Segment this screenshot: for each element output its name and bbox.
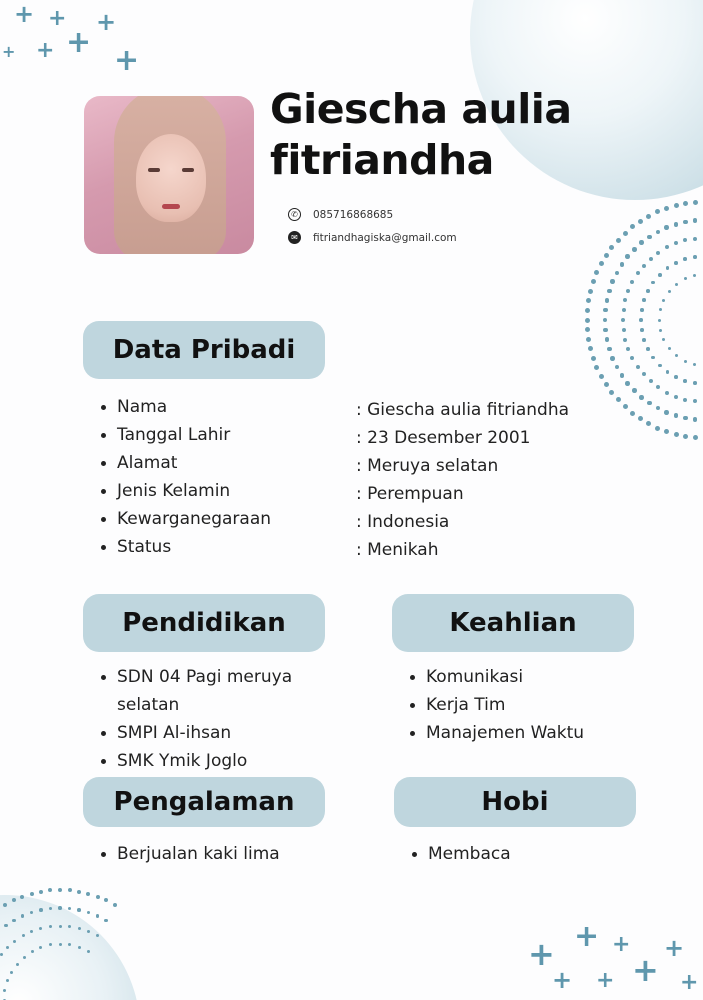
decor-dot xyxy=(58,906,62,910)
decor-dot xyxy=(659,329,662,332)
decor-dot xyxy=(656,385,660,389)
decor-dot xyxy=(636,365,640,369)
decor-dot xyxy=(655,209,660,214)
decor-dot xyxy=(620,262,625,267)
contact-email xyxy=(288,231,457,244)
section-title-data-pribadi: Data Pribadi xyxy=(83,321,325,379)
decor-dot xyxy=(96,895,100,899)
decor-dot xyxy=(640,328,644,332)
decor-dot xyxy=(664,429,669,434)
decor-dot xyxy=(630,224,635,229)
plus-icon: + xyxy=(680,970,699,995)
decor-dot xyxy=(603,308,608,313)
decor-dot xyxy=(78,946,81,949)
list-item: Berjualan kaki lima xyxy=(101,840,280,868)
decor-dot xyxy=(630,280,634,284)
decor-dot xyxy=(674,203,679,208)
field-value: : Meruya selatan xyxy=(356,456,499,476)
plus-icon: + xyxy=(574,919,600,954)
decor-dot xyxy=(674,432,679,437)
decor-dot xyxy=(656,251,660,255)
decor-dot xyxy=(68,888,72,892)
plus-icon: + xyxy=(48,6,67,31)
decor-dot xyxy=(591,279,596,284)
decor-dot xyxy=(646,289,650,293)
decor-dot xyxy=(58,888,62,892)
decor-dot xyxy=(693,218,698,223)
decor-dot xyxy=(668,290,671,293)
decor-dot xyxy=(656,230,661,235)
decor-dot xyxy=(623,404,628,409)
data-pribadi-labels xyxy=(101,393,271,561)
decor-dot xyxy=(77,908,81,912)
plus-icon: + xyxy=(528,935,555,973)
decor-dot xyxy=(585,318,590,323)
contact-phone xyxy=(288,208,393,221)
decor-dot xyxy=(674,222,679,227)
decor-dot xyxy=(23,956,26,959)
decor-dot xyxy=(21,914,25,918)
decor-dot xyxy=(638,416,643,421)
decor-dot xyxy=(664,410,669,415)
decor-dot xyxy=(642,298,646,302)
decor-dot xyxy=(605,337,610,342)
section-title-hobi: Hobi xyxy=(394,777,636,827)
decor-dot xyxy=(632,388,637,393)
field-label: Jenis Kelamin xyxy=(101,477,271,505)
decor-dot xyxy=(638,219,643,224)
decor-dot xyxy=(642,372,646,376)
decor-dot xyxy=(625,381,630,386)
decorative-circle-bottom xyxy=(0,895,140,1000)
plus-icon: + xyxy=(114,43,140,78)
list-item: SMK Ymik Joglo xyxy=(101,747,331,775)
decor-dot xyxy=(77,890,81,894)
field-label: Nama xyxy=(101,393,271,421)
decor-dot xyxy=(586,337,591,342)
decor-dot xyxy=(658,273,662,277)
decor-dot xyxy=(87,950,90,953)
plus-icon: + xyxy=(664,934,685,962)
decor-dot xyxy=(693,200,698,205)
decor-dot xyxy=(59,925,62,928)
profile-photo xyxy=(84,96,254,254)
decor-dot xyxy=(683,398,687,402)
decor-dot xyxy=(616,397,621,402)
decor-dot xyxy=(683,220,688,225)
decor-dot xyxy=(662,338,665,341)
decor-dot xyxy=(693,363,696,366)
decor-dot xyxy=(649,257,653,261)
decor-dot xyxy=(605,298,610,303)
decor-dot xyxy=(646,347,650,351)
name-line-1: Giescha aulia xyxy=(270,85,572,133)
decor-dot xyxy=(48,888,52,892)
decor-dot xyxy=(78,927,81,930)
field-value: : 23 Desember 2001 xyxy=(356,428,531,448)
decor-dot xyxy=(59,943,62,946)
decor-dot xyxy=(12,919,16,923)
list-item: Membaca xyxy=(412,840,511,868)
plus-icon: + xyxy=(612,932,631,957)
decor-dot xyxy=(659,308,662,311)
decor-dot xyxy=(693,274,696,277)
decor-dot xyxy=(693,417,698,422)
decor-dot xyxy=(683,416,688,421)
decor-dot xyxy=(684,360,687,363)
field-label: Kewarganegaraan xyxy=(101,505,271,533)
decor-dot xyxy=(647,401,652,406)
decor-dot xyxy=(599,374,604,379)
decor-dot xyxy=(586,298,591,303)
decor-dot xyxy=(620,373,625,378)
decor-dot xyxy=(655,426,660,431)
email-address: fitriandhagiska@gmail.com xyxy=(313,231,457,244)
decor-dot xyxy=(616,238,621,243)
decor-dot xyxy=(12,898,16,902)
decor-dot xyxy=(639,318,643,322)
decor-dot xyxy=(96,914,100,918)
field-label: Status xyxy=(101,533,271,561)
decor-dot xyxy=(664,225,669,230)
decor-dot xyxy=(651,356,655,360)
decor-dot xyxy=(642,264,646,268)
decor-dot xyxy=(675,354,678,357)
email-icon: ✉ xyxy=(288,231,301,244)
decor-dot xyxy=(651,281,655,285)
plus-icon: + xyxy=(552,966,573,994)
decor-dot xyxy=(113,903,117,907)
field-value: : Giescha aulia fitriandha xyxy=(356,400,570,420)
plus-icon: + xyxy=(96,8,117,36)
phone-number: 085716868685 xyxy=(313,208,394,221)
decor-dot xyxy=(658,319,661,322)
decor-dot xyxy=(87,911,91,915)
decor-dot xyxy=(607,347,612,352)
phone-icon: ✆ xyxy=(288,208,301,221)
name-line-2: fitriandha xyxy=(270,136,494,185)
decor-dot xyxy=(591,356,596,361)
decor-dot xyxy=(104,919,108,923)
field-value: : Perempuan xyxy=(356,484,464,504)
decor-dot xyxy=(636,271,640,275)
decor-dot xyxy=(30,892,34,896)
decor-dot xyxy=(626,347,630,351)
decor-dot xyxy=(16,963,19,966)
decor-dot xyxy=(640,308,644,312)
decor-dot xyxy=(603,318,608,323)
decor-dot xyxy=(665,245,669,249)
decor-dot xyxy=(609,245,614,250)
decor-dot xyxy=(656,406,661,411)
decor-dot xyxy=(693,237,697,241)
decor-dot xyxy=(10,971,13,974)
decor-dot xyxy=(683,201,688,206)
decor-dot xyxy=(31,950,34,953)
decor-dot xyxy=(674,395,678,399)
decor-dot xyxy=(3,903,7,907)
decor-dot xyxy=(588,346,593,351)
decor-dot xyxy=(684,277,687,280)
plus-icon: + xyxy=(66,25,92,60)
plus-icon: + xyxy=(596,968,615,993)
decor-dot xyxy=(610,279,615,284)
decor-dot xyxy=(623,298,627,302)
field-label: Tanggal Lahir xyxy=(101,421,271,449)
decor-dot xyxy=(615,271,620,276)
decor-dot xyxy=(665,391,669,395)
decor-dot xyxy=(666,370,670,374)
field-value: : Indonesia xyxy=(356,512,450,532)
data-pribadi-values xyxy=(356,396,569,564)
plus-icon: + xyxy=(36,38,55,63)
decor-dot xyxy=(625,254,630,259)
decor-dot xyxy=(621,318,625,322)
plus-icon: + xyxy=(2,42,16,61)
decor-dot xyxy=(646,421,651,426)
decor-dot xyxy=(610,356,615,361)
decor-dot xyxy=(623,338,627,342)
decor-dot xyxy=(49,925,52,928)
decor-dot xyxy=(585,308,590,313)
decor-dot xyxy=(588,289,593,294)
decor-dot xyxy=(39,908,43,912)
decor-dot xyxy=(662,299,665,302)
decor-dot xyxy=(647,235,652,240)
decor-dot xyxy=(39,890,43,894)
section-title-pengalaman: Pengalaman xyxy=(83,777,325,827)
decor-dot xyxy=(68,907,72,911)
decor-dot xyxy=(623,231,628,236)
decor-dot xyxy=(622,328,626,332)
decor-dot xyxy=(632,247,637,252)
field-value: : Menikah xyxy=(356,540,439,560)
decor-dot xyxy=(599,261,604,266)
decor-dot xyxy=(683,238,687,242)
decor-dot xyxy=(607,289,612,294)
decor-dot xyxy=(649,379,653,383)
decor-dot xyxy=(104,898,108,902)
section-title-keahlian: Keahlian xyxy=(392,594,634,652)
decor-dot xyxy=(594,365,599,370)
pengalaman-list xyxy=(101,840,280,868)
list-item: SDN 04 Pagi meruya selatan xyxy=(101,663,331,719)
decor-dot xyxy=(683,434,688,439)
decor-dot xyxy=(646,214,651,219)
decor-dot xyxy=(693,399,697,403)
section-title-pendidikan: Pendidikan xyxy=(83,594,325,652)
decor-dot xyxy=(4,924,8,928)
decor-dot xyxy=(674,375,678,379)
decor-dot xyxy=(615,365,620,370)
decor-dot xyxy=(693,435,698,440)
decor-dot xyxy=(683,257,687,261)
plus-icon: + xyxy=(14,0,35,28)
decor-dot xyxy=(630,356,634,360)
decor-dot xyxy=(639,395,644,400)
decor-dot xyxy=(609,390,614,395)
decor-dot xyxy=(594,270,599,275)
pendidikan-list xyxy=(101,663,331,775)
decor-dot xyxy=(622,308,626,312)
decor-dot xyxy=(666,266,670,270)
decor-dot xyxy=(668,347,671,350)
decor-dot xyxy=(683,379,687,383)
list-item: Manajemen Waktu xyxy=(410,719,584,747)
full-name xyxy=(270,84,650,187)
decor-dot xyxy=(603,328,608,333)
list-item: SMPI Al-ihsan xyxy=(101,719,331,747)
decor-dot xyxy=(639,240,644,245)
decor-dot xyxy=(585,327,590,332)
decor-dot xyxy=(674,413,679,418)
decor-dot xyxy=(664,206,669,211)
decor-dot xyxy=(604,253,609,258)
decor-dot xyxy=(630,411,635,416)
decor-dot xyxy=(675,283,678,286)
decor-dot xyxy=(674,241,678,245)
list-item: Komunikasi xyxy=(410,663,584,691)
decor-dot xyxy=(642,338,646,342)
list-item: Kerja Tim xyxy=(410,691,584,719)
decor-dot xyxy=(86,892,90,896)
field-label: Alamat xyxy=(101,449,271,477)
plus-icon: + xyxy=(632,951,659,989)
decor-dot xyxy=(693,255,697,259)
decor-dot xyxy=(87,930,90,933)
decor-dot xyxy=(674,261,678,265)
decor-dot xyxy=(658,364,662,368)
hobi-list xyxy=(412,840,511,868)
decor-dot xyxy=(604,382,609,387)
decor-dot xyxy=(626,289,630,293)
keahlian-list xyxy=(410,663,584,747)
decor-dot xyxy=(693,381,697,385)
